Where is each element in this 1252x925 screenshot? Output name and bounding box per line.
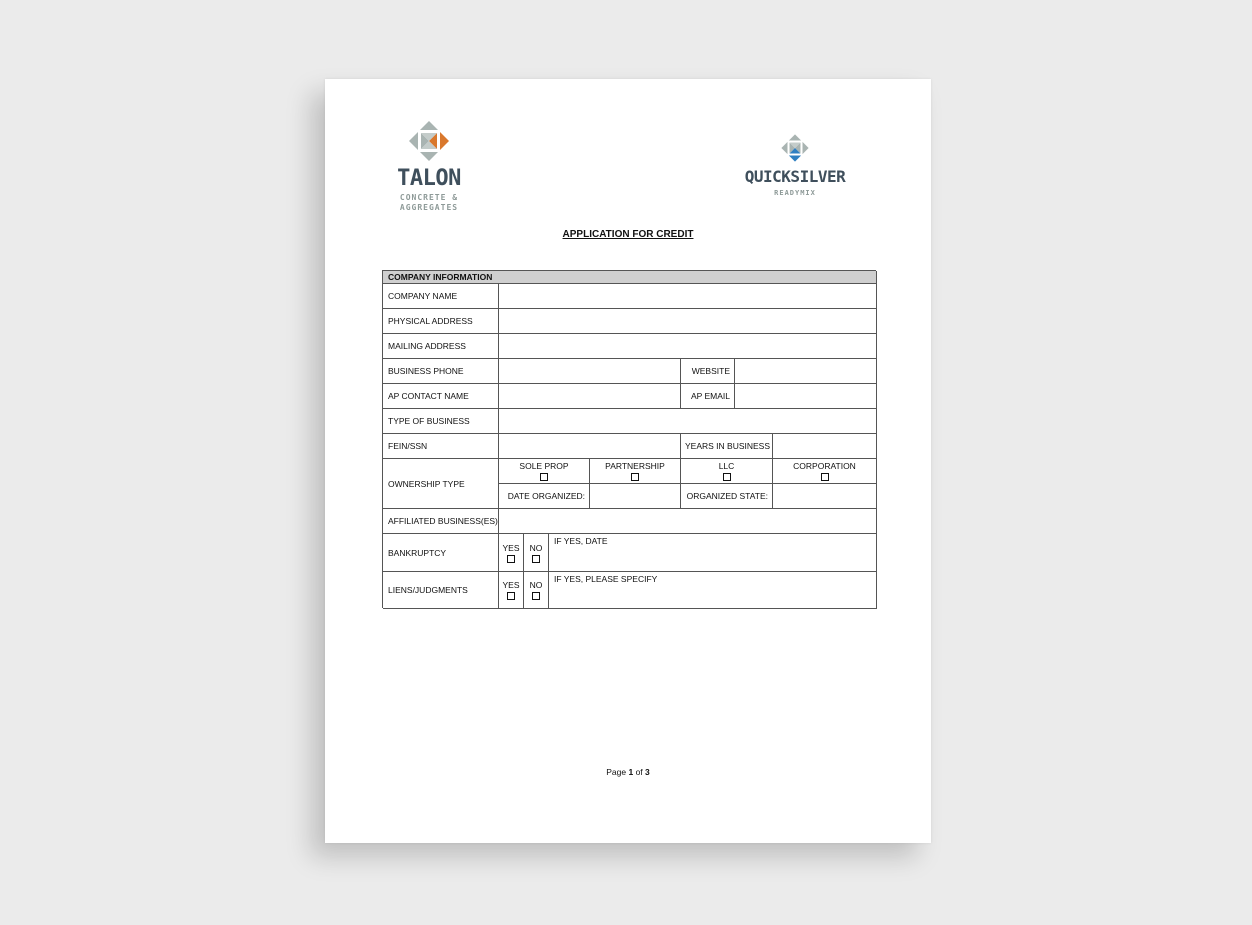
label-mailing-address: MAILING ADDRESS xyxy=(383,334,499,359)
page-prefix: Page xyxy=(606,767,629,777)
liens-no[interactable] xyxy=(524,572,549,609)
liens-yes[interactable] xyxy=(499,572,524,609)
section-header: COMPANY INFORMATION xyxy=(383,271,877,284)
label-fein: FEIN/SSN xyxy=(383,434,499,459)
yes-label: YES xyxy=(502,542,520,553)
checkbox-llc[interactable] xyxy=(723,473,731,481)
ap-contact-field[interactable] xyxy=(499,384,681,409)
label-type-business: TYPE OF BUSINESS xyxy=(383,409,499,434)
corporation-label: CORPORATION xyxy=(793,461,856,471)
label-ap-contact: AP CONTACT NAME xyxy=(383,384,499,409)
label-physical-address: PHYSICAL ADDRESS xyxy=(383,309,499,334)
talon-logo: TALON CONCRETE & AGGREGATES xyxy=(387,119,471,213)
organized-state-field[interactable] xyxy=(773,484,877,509)
yes-label: YES xyxy=(502,580,520,590)
form-title: APPLICATION FOR CREDIT xyxy=(562,229,694,240)
if-yes-date-label: IF YES, DATE xyxy=(554,536,608,546)
current-page: 1 xyxy=(628,767,634,777)
no-label: NO xyxy=(529,542,543,553)
option-llc[interactable] xyxy=(681,459,773,484)
document-page xyxy=(325,79,931,843)
label-liens: LIENS/JUDGMENTS xyxy=(383,572,499,609)
checkbox-bankruptcy-yes[interactable] xyxy=(507,555,515,563)
bankruptcy-yes[interactable] xyxy=(499,534,524,572)
fein-field[interactable] xyxy=(499,434,681,459)
company-information-table xyxy=(382,270,876,608)
label-date-organized: DATE ORGANIZED: xyxy=(499,484,590,509)
partnership-label: PARTNERSHIP xyxy=(605,461,665,471)
option-corporation[interactable] xyxy=(773,459,877,484)
quicksilver-logo: QUICKSILVER READYMIX xyxy=(735,133,855,198)
liens-specify-field[interactable] xyxy=(549,572,877,609)
option-sole-prop[interactable] xyxy=(499,459,590,484)
label-ownership: OWNERSHIP TYPE xyxy=(383,459,499,509)
label-business-phone: BUSINESS PHONE xyxy=(383,359,499,384)
checkbox-sole-prop[interactable] xyxy=(540,473,548,481)
checkbox-partnership[interactable] xyxy=(631,473,639,481)
total-pages: 3 xyxy=(645,767,650,777)
page-number xyxy=(325,767,931,777)
label-bankruptcy: BANKRUPTCY xyxy=(383,534,499,572)
type-business-field[interactable] xyxy=(499,409,877,434)
label-website: WEBSITE xyxy=(681,359,735,384)
years-field[interactable] xyxy=(773,434,877,459)
page-of: of xyxy=(633,767,646,777)
label-ap-email: AP EMAIL xyxy=(681,384,735,409)
checkbox-liens-no[interactable] xyxy=(532,592,540,600)
bankruptcy-date-field[interactable] xyxy=(549,534,877,572)
no-label: NO xyxy=(529,580,543,590)
mailing-address-field[interactable] xyxy=(499,334,877,359)
checkbox-bankruptcy-no[interactable] xyxy=(532,555,540,563)
website-field[interactable] xyxy=(735,359,877,384)
physical-address-field[interactable] xyxy=(499,309,877,334)
date-organized-field[interactable] xyxy=(590,484,681,509)
label-years: YEARS IN BUSINESS xyxy=(681,434,773,459)
ap-email-field[interactable] xyxy=(735,384,877,409)
label-affiliated: AFFILIATED BUSINESS(ES) xyxy=(383,509,499,534)
checkbox-corporation[interactable] xyxy=(821,473,829,481)
quicksilver-diamond-icon xyxy=(780,133,810,163)
company-name-field[interactable] xyxy=(499,284,877,309)
bankruptcy-no[interactable] xyxy=(524,534,549,572)
llc-label: LLC xyxy=(718,461,735,471)
checkbox-liens-yes[interactable] xyxy=(507,592,515,600)
label-company-name: COMPANY NAME xyxy=(383,284,499,309)
if-yes-specify-label: IF YES, PLEASE SPECIFY xyxy=(554,574,658,584)
talon-diamond-icon xyxy=(407,119,451,163)
option-partnership[interactable] xyxy=(590,459,681,484)
sole-prop-label: SOLE PROP xyxy=(519,461,569,471)
business-phone-field[interactable] xyxy=(499,359,681,384)
label-organized-state: ORGANIZED STATE: xyxy=(681,484,773,509)
affiliated-field[interactable] xyxy=(499,509,877,534)
